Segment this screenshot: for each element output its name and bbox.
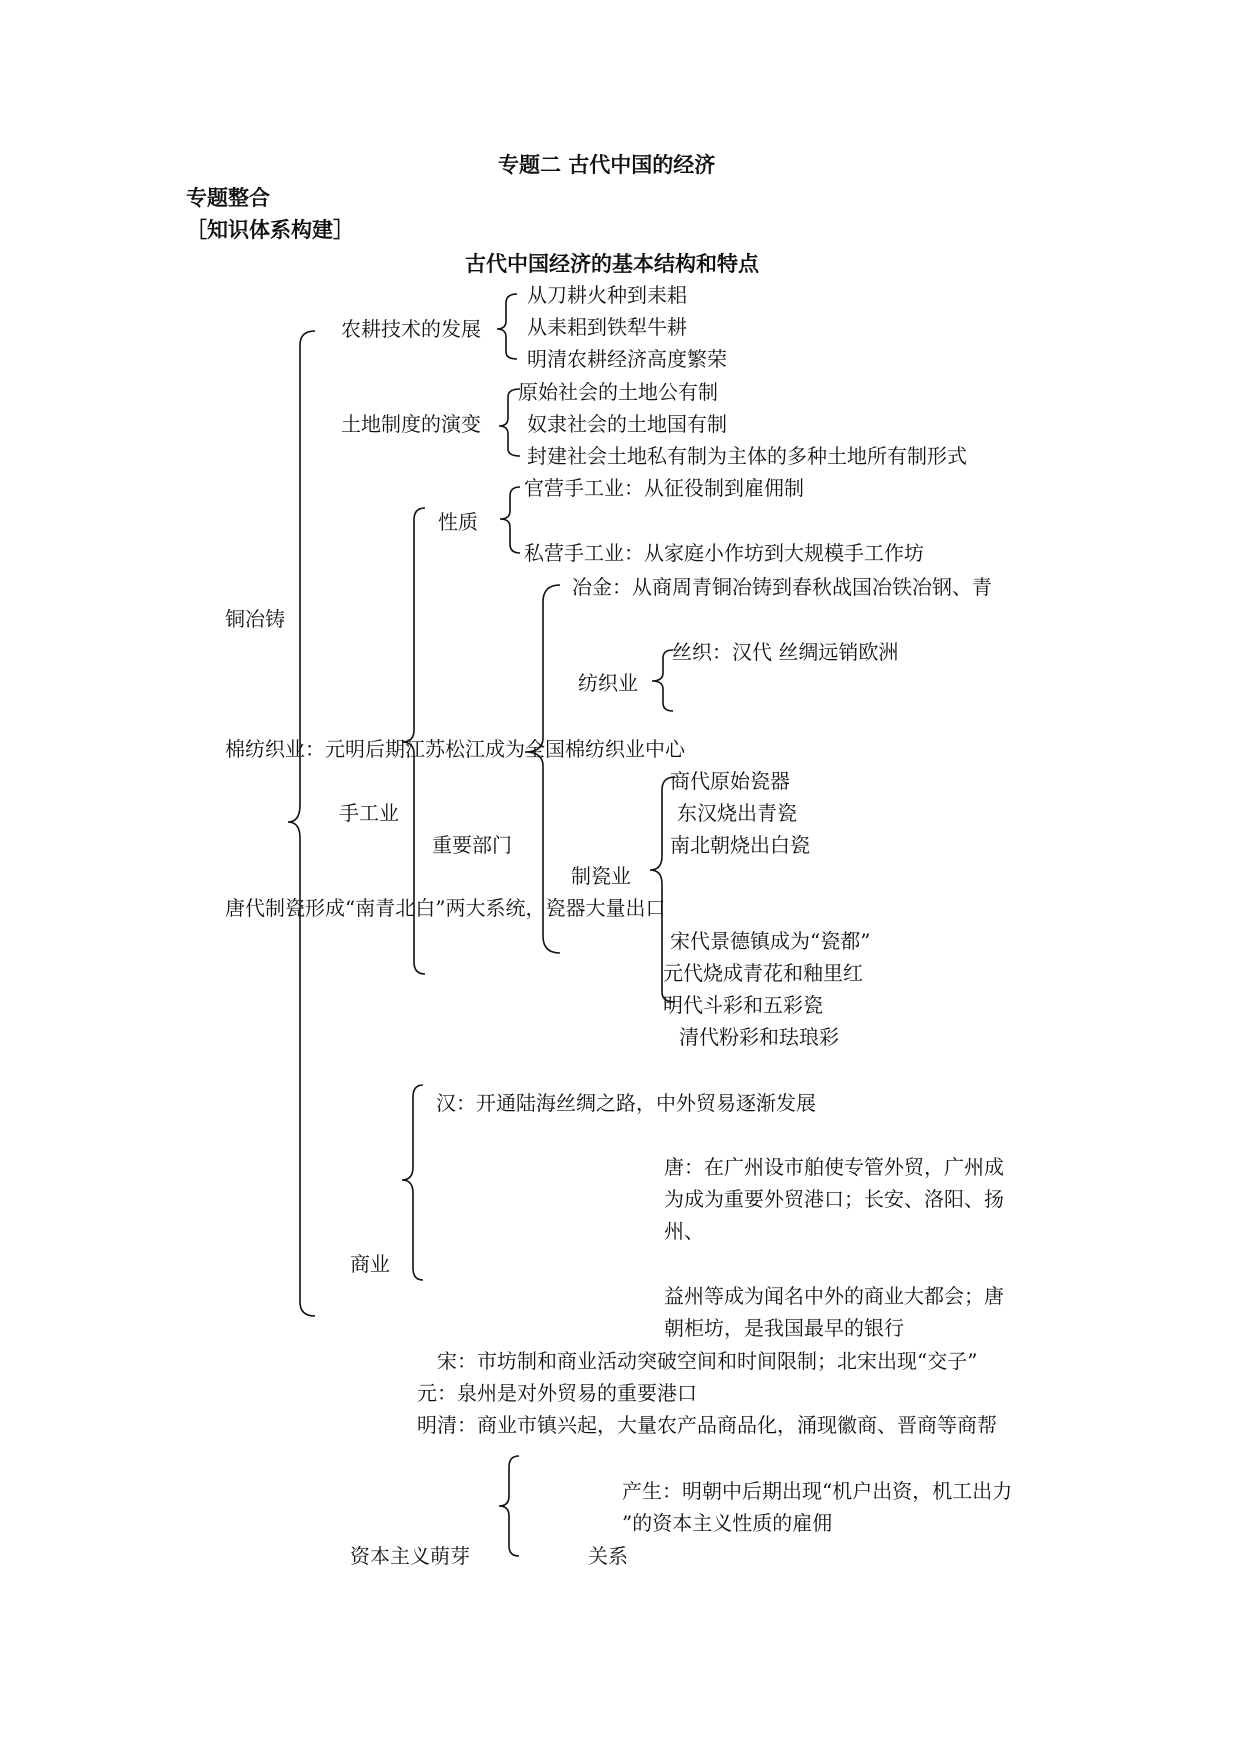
nature-item: 私营手工业：从家庭小作坊到大规模手工作坊 bbox=[524, 541, 924, 565]
commerce-tang-line: 益州等成为闻名中外的商业大都会；唐 bbox=[664, 1284, 1004, 1308]
commerce-tang-line: 朝柜坊，是我国最早的银行 bbox=[664, 1316, 904, 1340]
commerce-mingqing: 明清：商业市镇兴起，大量农产品商品化，涌现徽商、晋商等商帮 bbox=[417, 1413, 997, 1437]
silk-text: 丝织：汉代 丝绸远销欧洲 bbox=[672, 640, 899, 664]
ceramics-label: 制瓷业 bbox=[571, 864, 631, 888]
ceramics-item: 南北朝烧出白瓷 bbox=[670, 833, 810, 857]
sectors-label: 重要部门 bbox=[432, 833, 512, 857]
nature-brace bbox=[500, 487, 520, 553]
page-title: 专题二 古代中国的经济 bbox=[498, 153, 716, 177]
capitalism-label: 资本主义萌芽 bbox=[350, 1544, 470, 1568]
subsection-heading: ［知识体系构建］ bbox=[186, 218, 354, 242]
metallurgy-text: 冶金：从商周青铜冶铸到春秋战国冶铁冶钢、青 bbox=[572, 575, 992, 599]
nature-item: 官营手工业：从征役制到雇佣制 bbox=[524, 476, 804, 500]
cotton-text: 棉纺织业：元明后期江苏松江成为全国棉纺织业中心 bbox=[225, 737, 685, 761]
commerce-song: 宋：市坊制和商业活动突破空间和时间限制；北宋出现“交子” bbox=[437, 1349, 978, 1373]
capitalism-origin-line: 产生：明朝中后期出现“机户出资，机工出力 bbox=[622, 1479, 1013, 1503]
commerce-tang-line: 唐：在广州设市舶使专管外贸，广州成 bbox=[664, 1155, 1004, 1179]
land-item: 原始社会的土地公有制 bbox=[518, 380, 718, 404]
land-item: 奴隶社会的土地国有制 bbox=[527, 412, 727, 436]
tang-ceramics-text: 唐代制瓷形成“南青北白”两大系统，瓷器大量出口 bbox=[225, 896, 666, 920]
agri-item: 明清农耕经济高度繁荣 bbox=[527, 347, 727, 371]
commerce-tang-line: 州、 bbox=[664, 1219, 704, 1243]
diagram-title: 古代中国经济的基本结构和特点 bbox=[465, 252, 759, 276]
land-brace bbox=[499, 389, 520, 456]
main-brace bbox=[288, 331, 315, 1316]
textile-brace bbox=[652, 650, 673, 711]
handicraft-label: 手工业 bbox=[339, 801, 399, 825]
agri-label: 农耕技术的发展 bbox=[341, 317, 481, 341]
textile-label: 纺织业 bbox=[578, 671, 638, 695]
agri-item: 从耒耜到铁犁牛耕 bbox=[527, 315, 687, 339]
nature-label: 性质 bbox=[438, 510, 478, 534]
agri-item: 从刀耕火种到耒耜 bbox=[527, 283, 687, 307]
commerce-yuan: 元：泉州是对外贸易的重要港口 bbox=[417, 1381, 697, 1405]
capitalism-origin-line: 关系 bbox=[588, 1544, 628, 1568]
capitalism-origin-line: ”的资本主义性质的雇佣 bbox=[622, 1511, 833, 1535]
commerce-han: 汉：开通陆海丝绸之路，中外贸易逐渐发展 bbox=[436, 1091, 816, 1115]
capitalism-brace bbox=[499, 1456, 519, 1556]
agri-brace bbox=[497, 294, 517, 359]
bronze-text: 铜冶铸 bbox=[225, 607, 285, 631]
land-item: 封建社会土地私有制为主体的多种土地所有制形式 bbox=[527, 444, 967, 468]
commerce-brace bbox=[402, 1085, 423, 1280]
ceramics-item: 清代粉彩和珐琅彩 bbox=[679, 1025, 839, 1049]
ceramics-item: 东汉烧出青瓷 bbox=[677, 801, 797, 825]
commerce-label: 商业 bbox=[350, 1252, 390, 1276]
section-heading: 专题整合 bbox=[186, 186, 270, 210]
land-label: 土地制度的演变 bbox=[341, 412, 481, 436]
ceramics-item: 元代烧成青花和釉里红 bbox=[663, 961, 863, 985]
ceramics-item: 明代斗彩和五彩瓷 bbox=[663, 993, 823, 1017]
ceramics-item: 商代原始瓷器 bbox=[670, 769, 790, 793]
commerce-tang-line: 为成为重要外贸港口；长安、洛阳、扬 bbox=[664, 1187, 1004, 1211]
ceramics-item: 宋代景德镇成为“瓷都” bbox=[670, 929, 871, 953]
